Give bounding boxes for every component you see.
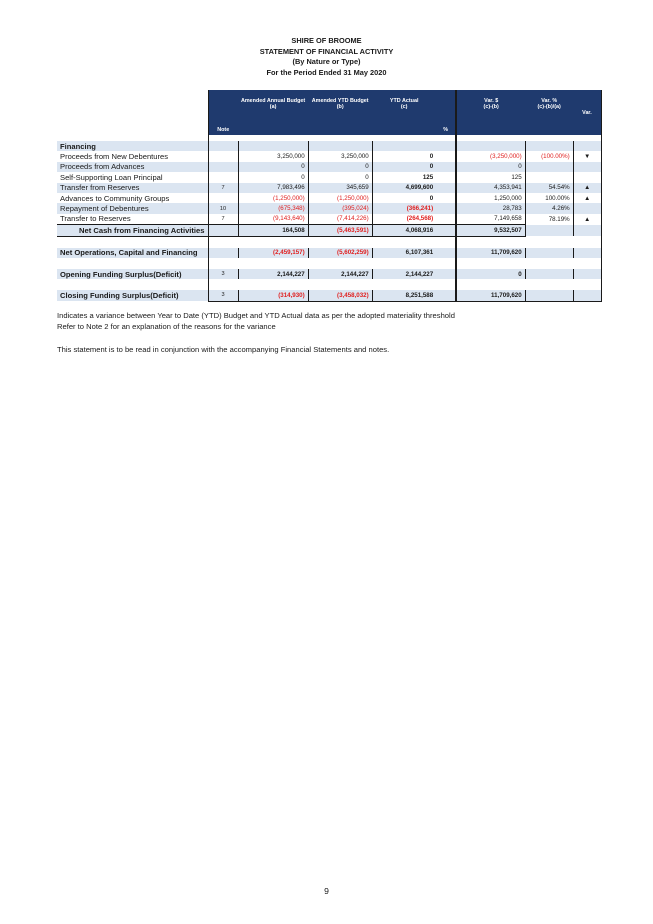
cell-ytd-budget: 0	[308, 172, 372, 182]
cell-ytd-budget: (3,458,032)	[308, 290, 372, 301]
cell-annual: (1,250,000)	[238, 193, 308, 203]
cell-ytd-actual: 0	[429, 194, 434, 202]
cell-annual: (675,348)	[238, 203, 308, 213]
cell-var-pct: (100.00%)	[525, 151, 573, 161]
cell-var-pct: 78.19%	[525, 214, 573, 225]
cell-annual: 2,144,227	[238, 269, 308, 279]
cell-note	[208, 162, 238, 172]
note-reference: Refer to Note 2 for an explanation of the reasons for the variance	[57, 322, 276, 331]
financial-activity-table	[57, 90, 602, 302]
cell-annual: 0	[238, 162, 308, 172]
net-operations-row	[57, 248, 601, 258]
cell-annual: (314,930)	[238, 290, 308, 301]
cell-note	[208, 193, 238, 203]
cell-var-pct: 100.00%	[525, 193, 573, 203]
table-row	[57, 193, 601, 203]
cell-ytd-actual: 0	[429, 153, 434, 161]
statement-period: For the Period Ended 31 May 2020	[266, 67, 387, 77]
variance-indicator-icon: ▼	[573, 151, 601, 161]
statement-subtitle: (By Nature or Type)	[292, 57, 361, 67]
variance-indicator-icon	[573, 162, 601, 172]
row-label: Net Cash from Financing Activities	[57, 225, 208, 236]
cell-var-dollar: 28,783	[456, 203, 525, 213]
cell-var-pct: 4.26%	[525, 203, 573, 213]
conjunction-statement: This statement is to be read in conjunction with the accompanying Financial Statements and notes.	[57, 345, 390, 354]
cell-annual: (9,143,640)	[238, 214, 308, 225]
cell-ytd-actual: 0	[372, 162, 436, 172]
cell-note: 3	[208, 269, 238, 279]
cell-ytd-actual: 4,699,600	[372, 183, 436, 193]
cell-var-dollar: 7,149,658	[456, 214, 525, 225]
col-header-var-pct: Var. % (c)-(b)/(a)	[525, 90, 573, 135]
cell-ytd-actual: 6,107,361	[372, 248, 436, 258]
cell-annual: 3,250,000	[238, 151, 308, 161]
column-header-row	[57, 90, 601, 135]
row-label: Advances to Community Groups	[60, 193, 170, 203]
table-row	[57, 151, 601, 161]
row-label: Closing Funding Surplus(Deficit)	[57, 290, 208, 301]
cell-var-dollar: 11,709,620	[456, 248, 525, 258]
cell-ytd-actual: (264,568)	[406, 215, 434, 223]
cell-var-pct	[525, 162, 573, 172]
cell-var-dollar: (3,250,000)	[456, 151, 525, 161]
cell-ytd-actual: 4,068,916	[372, 225, 436, 236]
cell-ytd-budget: (5,602,259)	[308, 248, 372, 258]
table-row	[57, 162, 601, 172]
cell-ytd-actual: (366,241)	[372, 203, 436, 213]
col-header-ytd-budget: Amended YTD Budget (b)	[308, 90, 372, 135]
row-label: Transfer to Reserves	[60, 214, 131, 224]
cell-ytd-actual: 8,251,588	[372, 290, 436, 301]
cell-ytd-budget: (1,250,000)	[308, 193, 372, 203]
table-row	[57, 172, 601, 182]
variance-indicator-icon: ▲	[573, 214, 601, 225]
col-header-note: Note	[208, 90, 238, 135]
cell-ytd-budget: (7,414,226)	[308, 214, 372, 225]
cell-note	[208, 172, 238, 182]
col-header-var-dollar: Var. $ (c)-(b)	[456, 90, 525, 135]
variance-indicator-icon	[573, 172, 601, 182]
row-label: Opening Funding Surplus(Deficit)	[57, 269, 208, 279]
materiality-note: Indicates a variance between Year to Date (YTD) Budget and YTD Actual data as per the adopted materiality threshold	[57, 311, 455, 320]
cell-ytd-budget: 3,250,000	[308, 151, 372, 161]
section-row	[57, 141, 601, 151]
variance-indicator-icon: ▲	[573, 183, 601, 193]
cell-ytd-budget: (395,024)	[308, 203, 372, 213]
cell-ytd-budget: 345,659	[308, 183, 372, 193]
closing-surplus-row	[57, 290, 601, 301]
cell-annual: (2,459,157)	[238, 248, 308, 258]
row-label: Self-Supporting Loan Principal	[60, 172, 163, 182]
cell-annual: 7,983,496	[238, 183, 308, 193]
cell-var-dollar: 125	[456, 172, 525, 182]
section-heading: Financing	[57, 141, 208, 151]
page-number: 9	[324, 886, 329, 896]
cell-var-dollar: 9,532,507	[456, 225, 525, 236]
cell-note: 10	[208, 203, 238, 213]
cell-var-dollar: 11,709,620	[456, 290, 525, 301]
cell-ytd-budget: 0	[308, 162, 372, 172]
net-cash-financing-row	[57, 225, 601, 236]
council-name: SHIRE OF BROOME	[291, 36, 362, 45]
col-header-var-indicator: Var.	[573, 90, 601, 135]
col-header-annual-budget: Amended Annual Budget (a)	[238, 90, 308, 135]
cell-var-dollar: 0	[456, 269, 525, 279]
statement-header	[0, 36, 653, 78]
row-label: Transfer from Reserves	[57, 183, 208, 193]
cell-ytd-actual: 125	[422, 173, 434, 181]
cell-note: 3	[208, 290, 238, 301]
row-label: Proceeds from Advances	[57, 162, 208, 172]
cell-ytd-budget: 2,144,227	[308, 269, 372, 279]
cell-note: 7	[208, 183, 238, 193]
col-header-pct: %	[436, 90, 456, 135]
col-header-ytd-actual: YTD Actual (c)	[372, 90, 436, 135]
cell-note	[208, 151, 238, 161]
cell-annual: 164,508	[238, 225, 308, 236]
table-row	[57, 203, 601, 213]
table-row	[57, 214, 601, 225]
variance-indicator-icon	[573, 203, 601, 213]
row-label: Proceeds from New Debentures	[60, 152, 169, 162]
cell-ytd-budget: (5,463,591)	[308, 225, 372, 236]
cell-ytd-actual: 2,144,227	[372, 269, 436, 279]
cell-annual: 0	[238, 172, 308, 182]
row-label: Net Operations, Capital and Financing	[57, 248, 208, 258]
variance-notes	[57, 310, 455, 332]
cell-var-pct	[525, 172, 573, 182]
cell-var-pct: 54.54%	[525, 183, 573, 193]
opening-surplus-row	[57, 269, 601, 279]
statement-title: STATEMENT OF FINANCIAL ACTIVITY	[259, 46, 394, 56]
cell-var-dollar: 4,353,941	[456, 183, 525, 193]
variance-indicator-icon: ▲	[573, 193, 601, 203]
cell-var-dollar: 1,250,000	[456, 193, 525, 203]
table-row	[57, 183, 601, 193]
row-label: Repayment of Debentures	[57, 203, 208, 213]
cell-note: 7	[208, 214, 238, 225]
cell-var-dollar: 0	[456, 162, 525, 172]
